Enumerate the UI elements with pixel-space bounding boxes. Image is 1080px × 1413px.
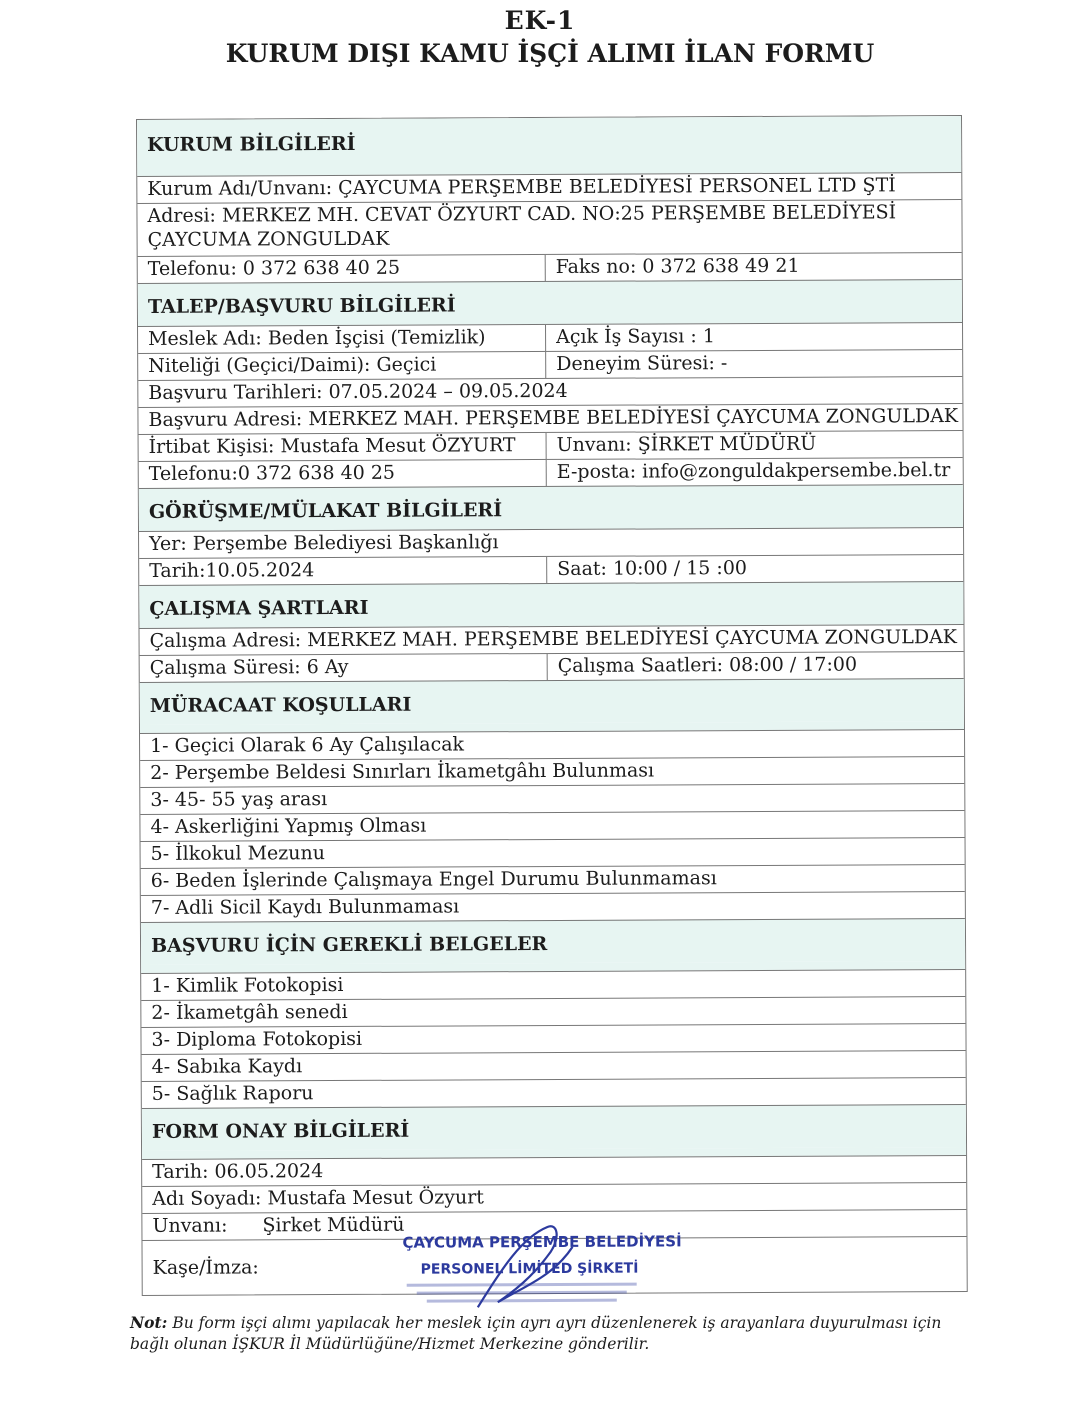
- list-item: [140, 810, 964, 841]
- talep-telefon: Telefonu:0 372 638 40 25: [139, 460, 547, 488]
- nitelik: Niteliği (Geçici/Daimi): Geçici: [138, 352, 546, 380]
- list-item: [142, 1077, 966, 1108]
- section-talep-heading: TALEP/BAŞVURU BİLGİLERİ: [138, 279, 962, 326]
- kosul-3: 3- 45- 55 yaş arası: [150, 788, 328, 811]
- note-label: Not:: [130, 1313, 168, 1332]
- row-calisma-adresi: [139, 624, 963, 655]
- section-kurum-heading: KURUM BİLGİLERİ: [137, 116, 961, 176]
- stamp-line-1: ÇAYCUMA PERŞEMBE BELEDİYESİ: [402, 1232, 682, 1252]
- kurum-faks: Faks no: 0 372 638 49 21: [555, 254, 800, 278]
- belge-5: 5- Sağlık Raporu: [151, 1082, 314, 1105]
- section-gorusme-heading: GÖRÜŞME/MÜLAKAT BİLGİLERİ: [139, 484, 963, 531]
- belge-1: 1- Kimlik Fotokopisi: [151, 973, 344, 997]
- row-kurum-adres: [137, 199, 961, 256]
- calisma-adresi: Çalışma Adresi: MERKEZ MAH. PERŞEMBE BELEDİYESİ ÇAYCUMA ZONGULDAK: [149, 625, 958, 652]
- stamp-small-print: [427, 1299, 617, 1303]
- deneyim-suresi: Deneyim Süresi: -: [556, 352, 728, 375]
- row-gorusme-yer: [139, 527, 963, 558]
- onay-unvan-value: Şirket Müdürü: [262, 1213, 405, 1237]
- section-belgeler-heading: BAŞVURU İÇİN GEREKLİ BELGELER: [141, 918, 965, 965]
- meslek-adi: Meslek Adı: Beden İşçisi (Temizlik): [138, 325, 546, 353]
- note-text: Bu form işçi alımı yapılacak her meslek için ayrı ayrı düzenlenerek iş arayanlara duyurulması için bağlı olunan İŞKUR İl Müdürlüğüne/Hizmet Merkezine gönderilir.: [130, 1314, 942, 1353]
- section-onay-heading: FORM ONAY BİLGİLERİ: [142, 1104, 966, 1151]
- calisma-saatleri: Çalışma Saatleri: 08:00 / 17:00: [557, 653, 858, 677]
- document-title: KURUM DIŞI KAMU İŞÇİ ALIMI İLAN FORMU: [225, 39, 875, 68]
- irtibat-unvani: Unvanı: ŞİRKET MÜDÜRÜ: [556, 432, 817, 456]
- kurum-adres: Adresi: MERKEZ MH. CEVAT ÖZYURT CAD. NO:25 PERŞEMBE BELEDİYESİ ÇAYCUMA ZONGULDAK: [147, 201, 897, 251]
- list-item: [141, 891, 965, 922]
- basvuru-tarihleri: Başvuru Tarihleri: 07.05.2024 – 09.05.2024: [148, 379, 568, 404]
- section-kosullar-heading: MÜRACAAT KOŞULLARI: [140, 678, 964, 725]
- row-nitelik: [138, 349, 962, 380]
- list-item: [140, 756, 964, 787]
- document-header: [0, 6, 1080, 68]
- list-item: [140, 729, 964, 760]
- stamp-line-2: PERSONEL LİMİTED ŞİRKETİ: [420, 1260, 639, 1278]
- stamp-small-print: [417, 1291, 627, 1295]
- list-item: [141, 864, 965, 895]
- basvuru-adresi: Başvuru Adresi: MERKEZ MAH. PERŞEMBE BELEDİYESİ ÇAYCUMA ZONGULDAK: [148, 404, 959, 431]
- belge-4: 4- Sabıka Kaydı: [151, 1055, 303, 1078]
- stamp-area: [252, 1232, 966, 1294]
- list-item: [142, 1050, 966, 1081]
- row-calisma-sure: [140, 651, 964, 682]
- kosul-2: 2- Perşembe Beldesi Sınırları İkametgâhı Bulunması: [150, 759, 655, 784]
- kosul-5: 5- İlkokul Mezunu: [150, 842, 326, 865]
- list-item: [141, 996, 965, 1027]
- kase-imza-label: Kaşe/İmza:: [152, 1255, 259, 1279]
- talep-eposta: E-posta: info@zonguldakpersembe.bel.tr: [556, 459, 951, 483]
- gorusme-yer: Yer: Perşembe Belediyesi Başkanlığı: [149, 531, 499, 555]
- section-calisma-heading: ÇALIŞMA ŞARTLARI: [139, 581, 963, 628]
- list-item: [141, 837, 965, 868]
- list-item: [140, 783, 964, 814]
- row-kurum-adi: [137, 172, 961, 203]
- onay-tarih: Tarih: 06.05.2024: [152, 1160, 324, 1183]
- row-meslek: [138, 322, 962, 353]
- row-talep-iletisim: [139, 457, 963, 488]
- row-basvuru-tarihleri: [138, 376, 962, 407]
- belge-2: 2- İkametgâh senedi: [151, 1000, 348, 1024]
- kosul-1: 1- Geçici Olarak 6 Ay Çalışılacak: [150, 733, 465, 757]
- row-irtibat: [139, 430, 963, 461]
- list-item: [141, 969, 965, 1000]
- row-kurum-iletisim: [138, 252, 962, 283]
- kosul-7: 7- Adli Sicil Kaydı Bulunmaması: [150, 895, 460, 919]
- row-onay-tarih: [142, 1155, 966, 1186]
- kosul-6: 6- Beden İşlerinde Çalışmaya Engel Durumu Bulunmaması: [150, 867, 717, 892]
- row-basvuru-adresi: [138, 403, 962, 434]
- irtibat-kisisi: İrtibat Kişisi: Mustafa Mesut ÖZYURT: [139, 433, 547, 461]
- footnote: [130, 1312, 960, 1355]
- belge-3: 3- Diploma Fotokopisi: [151, 1027, 363, 1051]
- kurum-telefon: Telefonu: 0 372 638 40 25: [138, 255, 546, 283]
- gorusme-tarih: Tarih:10.05.2024: [139, 557, 547, 585]
- kosul-4: 4- Askerliğini Yapmış Olması: [150, 814, 427, 838]
- row-kase-imza: [142, 1232, 966, 1295]
- list-item: [141, 1023, 965, 1054]
- kurum-adi: Kurum Adı/Unvanı: ÇAYCUMA PERŞEMBE BELEDİYESİ PERSONEL LTD ŞTİ: [147, 174, 896, 200]
- row-gorusme-zaman: [139, 554, 963, 585]
- company-stamp-icon: [382, 1206, 683, 1317]
- annex-label: EK-1: [504, 6, 576, 35]
- calisma-suresi: Çalışma Süresi: 6 Ay: [140, 654, 548, 682]
- onay-adi-soyadi: Adı Soyadı: Mustafa Mesut Özyurt: [152, 1186, 484, 1210]
- gorusme-saat: Saat: 10:00 / 15 :00: [557, 557, 748, 580]
- announcement-form: [136, 115, 968, 1296]
- acik-is-sayisi: Açık İş Sayısı : 1: [556, 325, 715, 348]
- onay-unvan-label: Unvanı:: [152, 1214, 228, 1237]
